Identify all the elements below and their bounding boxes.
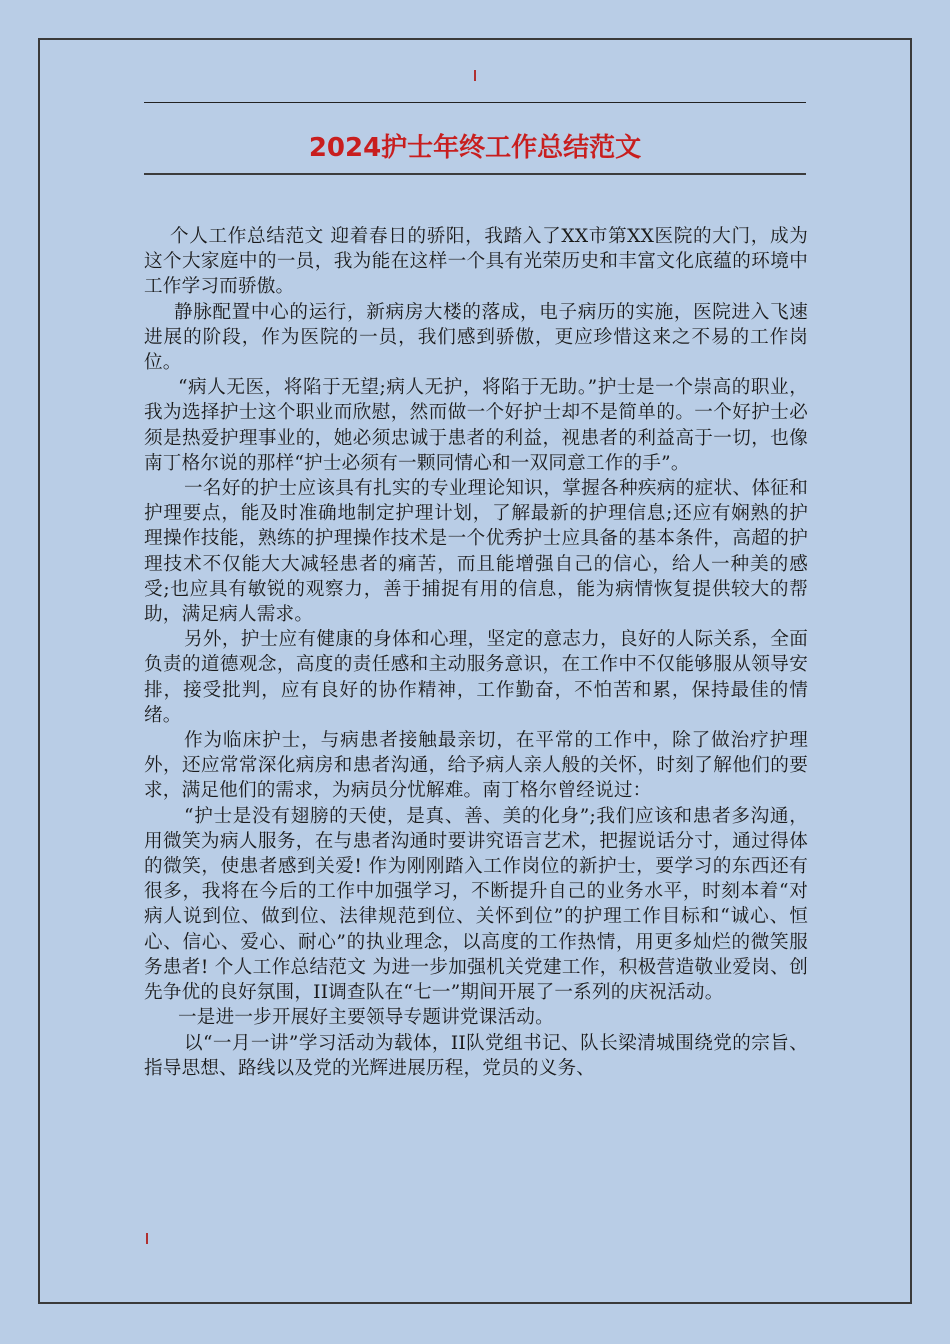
paragraph-6: 作为临床护士，与病患者接触最亲切，在平常的工作中，除了做治疗护理外，还应常常深化病房和患者沟通，给予病人亲人般的关怀，时刻了解他们的要求，满足他们的需求，为病员分忧解难。南丁格尔曾经说过： — [144, 730, 808, 802]
paragraph-4: 一名好的护士应该具有扎实的专业理论知识，掌握各种疾病的症状、体征和护理要点，能及时准确地制定护理计划，了解最新的护理信息;还应有娴熟的护理操作技能，熟练的护理操作技术是一个优秀护士应具备的基本条件，高超的护理技术不仅能大大减轻患者的痛苦，而且能增强自己的信心，给人一种美的感受;也应具有敏锐的观察力，善于捕捉有用的信息，能为病情恢复提供较大的帮助，满足病人需求。 — [144, 478, 808, 626]
paragraph-3: “病人无医，将陷于无望;病人无护，将陷于无助。”护士是一个崇高的职业，我为选择护士这个职业而欣慰，然而做一个好护士却不是简单的。一个好护士必须是热爱护理事业的，她必须忠诚于患者的利益，视患者的利益高于一切，也像南丁格尔说的那样“护士必须有一颗同情心和一双同意工作的手”。 — [144, 377, 808, 474]
text-cursor-mark-bottom — [146, 1233, 148, 1244]
document-title: 2024护士年终工作总结范文 — [308, 133, 642, 163]
text-cursor-mark-top — [474, 70, 476, 81]
title-underline-rule — [144, 173, 806, 175]
paragraph-5: 另外，护士应有健康的身体和心理，坚定的意志力，良好的人际关系，全面负责的道德观念，高度的责任感和主动服务意识，在工作中不仅能够服从领导安排，接受批判，应有良好的协作精神，工作勤奋，不怕苦和累，保持最佳的情绪。 — [144, 629, 808, 726]
document-body — [144, 224, 808, 1081]
paragraph-2: 静脉配置中心的运行，新病房大楼的落成，电子病历的实施，医院进入飞速进展的阶段，作为医院的一员，我们感到骄傲，更应珍惜这来之不易的工作岗位。 — [144, 301, 808, 374]
paragraph-8: 一是进一步开展好主要领导专题讲党课活动。 — [178, 1007, 554, 1029]
paragraph-9: 以“一月一讲”学习活动为载体，II队党组书记、队长梁清城围绕党的宗旨、指导思想、路线以及党的光辉进展历程，党员的义务、 — [144, 1032, 808, 1079]
paragraph-1: 个人工作总结范文 迎着春日的骄阳，我踏入了XX市第XX医院的大门，成为这个大家庭中的一员，我为能在这样一个具有光荣历史和丰富文化底蕴的环境中工作学习而骄傲。 — [144, 226, 808, 298]
paragraph-7: “护士是没有翅膀的天使，是真、善、美的化身”;我们应该和患者多沟通，用微笑为病人服务，在与患者沟通时要讲究语言艺术，把握说话分寸，通过得体的微笑，使患者感到关爱! 作为刚刚踏入工作岗位的新护士，要学习的东西还有很多，我将在今后的工作中加强学习，不断提升自己的业务水平，时刻本着“对病人说到位、做到位、法律规范到位、关怀到位”的护理工作目标和“诚心、恒心、信心、爱心、耐心”的执业理念，以高度的工作热情，用更多灿烂的微笑服务患者! 个人工作总结范文 为进一步加强机关党建工作，积极营造敬业爱岗、创先争优的良好氛围，II调查队在“七一”期间开展了一系列的庆祝活动。 — [144, 805, 808, 1004]
header-rule — [144, 102, 806, 103]
